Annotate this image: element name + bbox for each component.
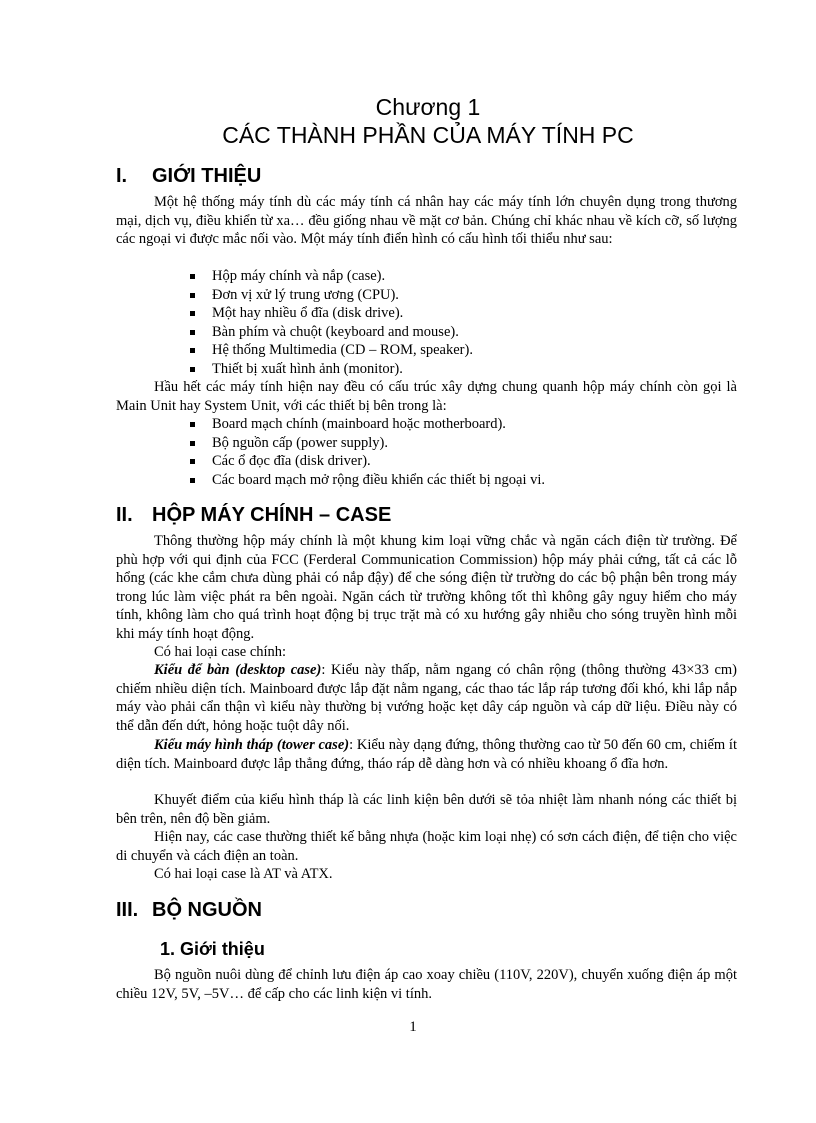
section-2-number: II. (116, 504, 133, 526)
section-2-heading (116, 503, 391, 527)
section-3-number: III. (116, 899, 139, 921)
chapter-label: Chương 1 (375, 94, 481, 120)
power-supply-paragraph: Bộ nguồn nuôi dùng để chỉnh lưu điện áp cao xoay chiều (110V, 220V), chuyển xuống điện áp một chiều 12V, 5V, –5V… để cấp cho các linh kiện vi tính. (116, 967, 737, 1002)
chapter-title: CÁC THÀNH PHẦN CỦA MÁY TÍNH PC (222, 122, 634, 148)
list-item: Hệ thống Multimedia (CD – ROM, speaker). (184, 341, 473, 360)
tower-case-text: : Kiểu này dạng đứng, thông thường cao từ 50 đến 60 cm, chiếm ít diện tích. Mainboard được lắp thẳng đứng, tháo ráp dễ dàng hơn và có nhiều khoang ổ đĩa hơn. (116, 737, 737, 772)
section-1-number: I. (116, 165, 128, 187)
list-item: Board mạch chính (mainboard hoặc motherboard). (184, 415, 545, 434)
list-item: Các ổ đọc đĩa (disk driver). (184, 452, 545, 471)
section-3-title: BỘ NGUỒN (152, 899, 262, 921)
subsection-heading: 1. Giới thiệu (160, 939, 265, 959)
list-item: Các board mạch mở rộng điều khiển các thiết bị ngoại vi. (184, 471, 545, 490)
section-3-heading (116, 898, 262, 922)
desktop-case-term: Kiểu để bàn (desktop case) (154, 662, 322, 678)
case-paragraph-4: Hiện nay, các case thường thiết kế bằng nhựa (hoặc kim loại nhẹ) có sơn cách điện, để tiện cho việc di chuyển và cách điện an toàn. (116, 829, 737, 864)
case-paragraph-5: Có hai loại case là AT và ATX. (154, 866, 333, 882)
list-item: Thiết bị xuất hình ảnh (monitor). (184, 360, 473, 379)
tower-case-paragraph (116, 736, 737, 773)
section-1-heading (116, 164, 261, 188)
page-number: 1 (409, 1019, 417, 1035)
section-1-intro: Một hệ thống máy tính dù các máy tính cá nhân hay các máy tính lớn chuyên dụng trong thương mại, dịch vụ, điều khiển từ xa… đều giống nhau về mặt cơ bản. Chúng chỉ khác nhau về kích cỡ, số lượng các ngoại vi được mắc nối vào. Một máy tính điển hình có cấu hình tối thiểu như sau: (116, 194, 737, 248)
section-1-title: GIỚI THIỆU (152, 165, 262, 187)
section-2-title: HỘP MÁY CHÍNH – CASE (152, 504, 392, 526)
desktop-case-text: : Kiểu này thấp, nằm ngang có chân rộng (thông thường 43×33 cm) chiếm nhiều diện tích. Mainboard được lắp đặt nằm ngang, các thao tác lắp ráp tương đối khó, khi lắp nắp máy vào phải cẩn thận vì kiểu này thường bị vướng hoặc kẹt dây cáp nguồn và cáp dữ liệu. Điều này có thể dẫn đến dứt, hỏng hoặc tuột dây nối. (116, 662, 737, 734)
case-paragraph-3: Khuyết điểm của kiểu hình tháp là các linh kiện bên dưới sẽ tỏa nhiệt làm nhanh nóng các thiết bị bên trên, nên độ bền giảm. (116, 792, 737, 827)
unit-list (184, 415, 545, 489)
main-unit-paragraph: Hầu hết các máy tính hiện nay đều có cấu trúc xây dựng chung quanh hộp máy chính còn gọi là Main Unit hay System Unit, với các thiết bị bên trong là: (116, 379, 737, 414)
list-item: Bộ nguồn cấp (power supply). (184, 434, 545, 453)
list-item: Bàn phím và chuột (keyboard and mouse). (184, 323, 473, 342)
list-item: Một hay nhiều ổ đĩa (disk drive). (184, 304, 473, 323)
tower-case-term: Kiểu máy hình tháp (tower case) (154, 737, 350, 753)
config-list (184, 267, 473, 379)
list-item: Hộp máy chính và nắp (case). (184, 267, 473, 286)
list-item: Đơn vị xử lý trung ương (CPU). (184, 286, 473, 305)
case-types-intro: Có hai loại case chính: (154, 644, 287, 660)
desktop-case-paragraph (116, 661, 737, 735)
case-paragraph-1: Thông thường hộp máy chính là một khung kim loại vững chắc và ngăn cách điện từ trường. Để phù hợp với qui định của FCC (Ferderal Communication Commission) hộp máy phải cứng, tất cả các lỗ hổng (các khe cắm chưa dùng phải có nắp đậy) để che sóng điện từ trường do các bộ phận bên trong máy trong lúc làm việc phát ra bên ngoài. Ngăn cách từ trường không tốt thì không gây nguy hiểm cho máy tính, không làm cho quá trình hoạt động bị trục trặt mà có xu hướng gây nhiễu cho sóng truyền hình mỗi khi máy tính hoạt động. (116, 533, 737, 642)
